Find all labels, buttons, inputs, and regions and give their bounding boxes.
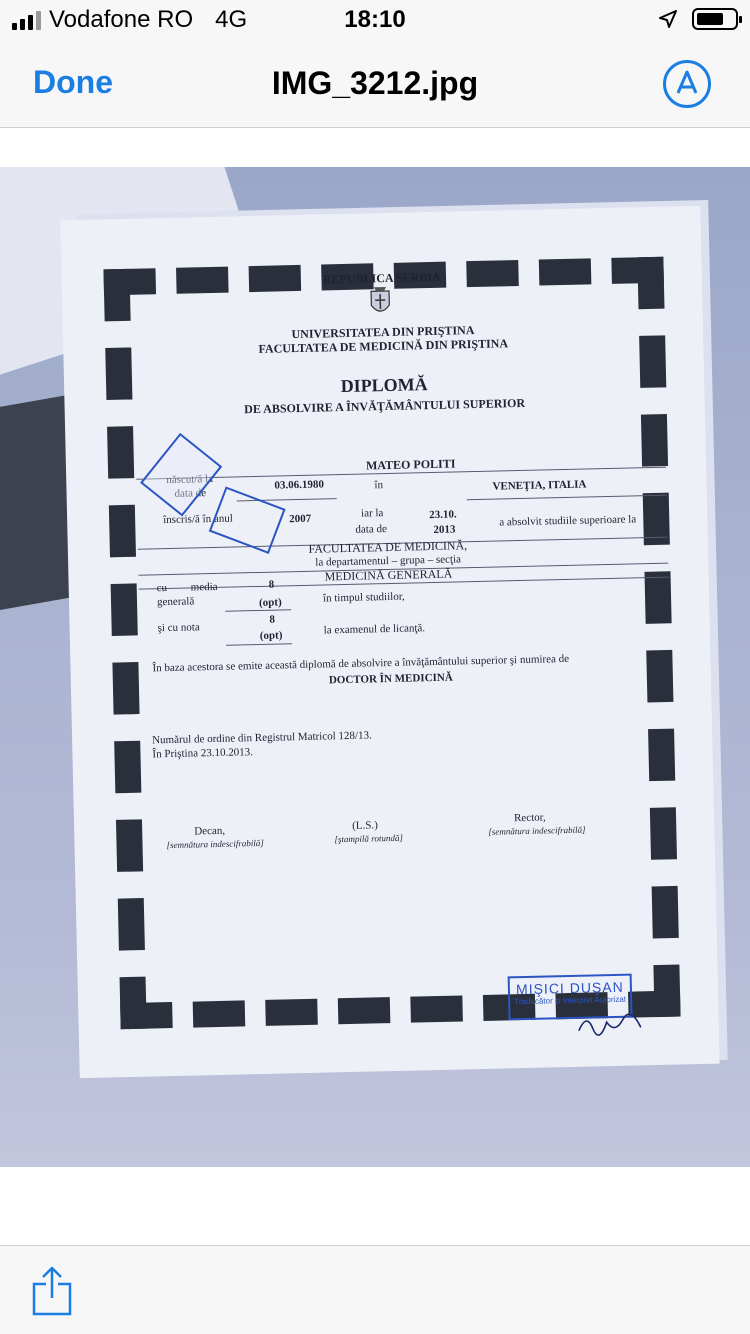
status-right xyxy=(658,8,738,30)
rector-note: [semnătura indescifrabilă] xyxy=(488,824,586,837)
with-label: cu xyxy=(156,582,168,595)
graduation-year: 2013 xyxy=(433,523,456,536)
university-name: UNIVERSITATEA DIN PRIŞTINA xyxy=(291,323,475,342)
average-value: 8 xyxy=(268,578,275,591)
department-label: la departamentul – grupa – secţia xyxy=(315,553,462,569)
diploma-title: DIPLOMĂ xyxy=(340,374,428,397)
translator-signature xyxy=(574,1007,645,1039)
done-button[interactable]: Done xyxy=(33,64,113,100)
stamp-title: Traducător şi Interpret Autorizat xyxy=(514,994,627,1007)
nav-bar xyxy=(0,40,750,128)
department-name: MEDICINĂ GENERALĂ xyxy=(324,566,453,584)
degree-title: DOCTOR ÎN MEDICINĂ xyxy=(328,671,453,687)
date-label-2: data de xyxy=(355,523,388,536)
document-photo[interactable] xyxy=(0,167,750,1167)
average-words: (opt) xyxy=(258,596,282,609)
enrolled-label: înscris/ă în anul xyxy=(163,512,233,527)
diploma-subtitle: DE ABSOLVIRE A ÎNVĂŢĂMÂNTULUI SUPERIOR xyxy=(244,395,526,417)
carrier-name: Vodafone RO xyxy=(49,6,194,33)
issue-place-date: În Priştina 23.10.2013. xyxy=(152,746,254,761)
born-label: născut/ă la xyxy=(166,472,214,487)
birth-date: 03.06.1980 xyxy=(274,478,325,492)
bottom-toolbar xyxy=(0,1245,750,1334)
network-type: 4G xyxy=(215,6,248,33)
general-label: generală xyxy=(156,595,195,609)
dean-note: [semnătura indescifrabilă] xyxy=(166,837,264,851)
grade-value: 8 xyxy=(269,613,276,626)
grade-label: şi cu nota xyxy=(157,621,200,635)
image-viewer xyxy=(0,128,750,1245)
battery-icon xyxy=(692,8,738,30)
during-studies: în timpul studiilor, xyxy=(322,590,405,605)
dean-label: Decan, xyxy=(194,824,226,838)
student-name: MATEO POLITI xyxy=(365,456,456,473)
diploma-sheet xyxy=(60,206,719,1078)
stamp-name: MIŞICI DUŞAN xyxy=(515,978,624,998)
seal-note: [ştampilă rotundă] xyxy=(334,832,403,845)
faculty-heading: FACULTATEA DE MEDICINĂ DIN PRIŞTINA xyxy=(258,336,509,356)
grade-words: (opt) xyxy=(259,629,283,642)
share-icon xyxy=(32,1266,72,1316)
page-title: IMG_3212.jpg xyxy=(271,65,479,101)
average-label: media xyxy=(190,580,218,594)
country-heading: REPUBLICA SERBIA xyxy=(322,269,441,287)
in-label: în xyxy=(374,479,384,492)
graduation-day: 23.10. xyxy=(428,508,457,522)
markup-button[interactable] xyxy=(663,60,711,108)
date-label: data de xyxy=(174,487,207,500)
enrolled-year: 2007 xyxy=(289,512,312,526)
rector-label: Rector, xyxy=(513,811,546,825)
completed-label: a absolvit studiile superioare la xyxy=(499,513,637,529)
exam-label: la examenul de licanţă. xyxy=(323,622,426,637)
clock: 18:10 xyxy=(344,6,406,33)
faculty-name: FACULTATEA DE MEDICINĂ, xyxy=(308,538,468,556)
birth-place: VENEŢIA, ITALIA xyxy=(492,478,587,493)
register-number: Numărul de ordine din Registrul Matricol 128/13. xyxy=(152,729,372,747)
share-button[interactable] xyxy=(32,1266,72,1316)
basis-text: În baza acestora se emite această diplomă de absolvire a învăţământului superior şi numirea de xyxy=(152,652,570,675)
and-label: iar la xyxy=(360,507,384,520)
markup-pen-icon xyxy=(666,63,708,105)
status-bar xyxy=(0,0,750,40)
seal-label: (L.S.) xyxy=(352,819,378,832)
location-arrow-icon xyxy=(658,9,678,29)
coat-of-arms-icon xyxy=(368,285,393,320)
